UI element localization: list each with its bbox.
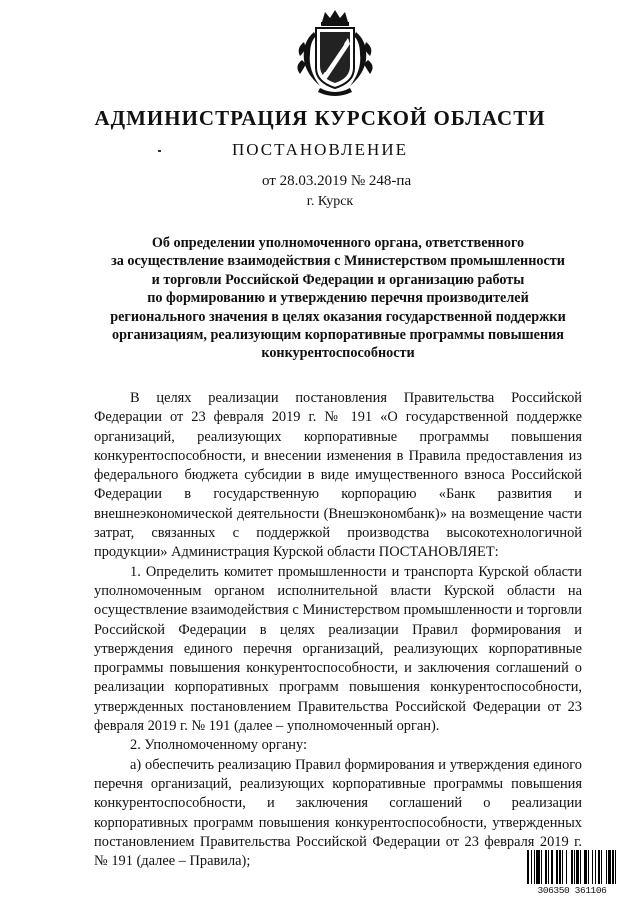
subject-line: организациям, реализующим корпоративные программы повышения bbox=[112, 327, 564, 344]
body-paragraph: а) обеспечить реализацию Правил формирования и утверждения единого перечня организаций, реализующих корпоративные программы повышения конкурентоспособности, и заключения соглашений о реализации корпоративных программ повышения конкурентоспособности, утвержденных постановлением Правительства Российской Федерации от 23 февраля 2019 г. № 191 (далее – Правила); bbox=[94, 756, 582, 870]
barcode bbox=[527, 850, 617, 898]
subject-line: конкурентоспособности bbox=[261, 345, 415, 362]
document-body bbox=[94, 389, 582, 871]
subject-line: регионального значения в целях оказания государственной поддержки bbox=[110, 308, 566, 325]
scan-speck bbox=[158, 150, 161, 152]
document-date-number: от 28.03.2019 № 248-па bbox=[262, 173, 412, 189]
subject-line: по формированию и утверждению перечня производителей bbox=[147, 290, 529, 307]
document-subject bbox=[88, 234, 588, 363]
subject-line: за осуществление взаимодействия с Министерством промышленности bbox=[111, 253, 565, 270]
barcode-bars-icon bbox=[527, 850, 617, 884]
body-paragraph: В целях реализации постановления Правительства Российской Федерации от 23 февраля 2019 г. № 191 «О государственной поддержке организаций, реализующих корпоративные программы повышения конкурентоспособности, и внесении изменения в Правила предоставления из федерального бюджета субсидии в виде имущественного взноса Российской Федерации в государственную корпорацию «Банк развития и внешнеэкономической деятельности (Внешэкономбанк)» на возмещение части затрат, связанных с поддержкой производства высокотехнологичной продукции» Администрация Курской области ПОСТАНОВЛЯЕТ: bbox=[94, 390, 582, 561]
subject-line: Об определении уполномоченного органа, ответственного bbox=[151, 235, 525, 251]
body-paragraph: 2. Уполномоченному органу: bbox=[130, 737, 307, 754]
barcode-number: 306350 361106 bbox=[537, 885, 607, 896]
organization-title: АДМИНИСТРАЦИЯ КУРСКОЙ ОБЛАСТИ bbox=[94, 106, 546, 130]
body-paragraph: 1. Определить комитет промышленности и транспорта Курской области уполномоченным органом исполнительной власти Курской области на осуществление взаимодействия с Министерством промышленности и торговли Российской Федерации в целях реализации Правил формирования и утверждения единого перечня организаций, реализующих корпоративные программы повышения конкурентоспособности, и заключения соглашений о реализации корпоративных программ повышения конкурентоспособности, утвержденных постановлением Правительства Российской Федерации от 23 февраля 2019 г. № 191 (далее – уполномоченный орган). bbox=[94, 563, 582, 735]
document-type: ПОСТАНОВЛЕНИЕ bbox=[231, 140, 408, 159]
document-city: г. Курск bbox=[306, 194, 354, 209]
coat-of-arms-icon bbox=[292, 8, 378, 98]
subject-line: и торговли Российской Федерации и организацию работы bbox=[151, 271, 525, 288]
